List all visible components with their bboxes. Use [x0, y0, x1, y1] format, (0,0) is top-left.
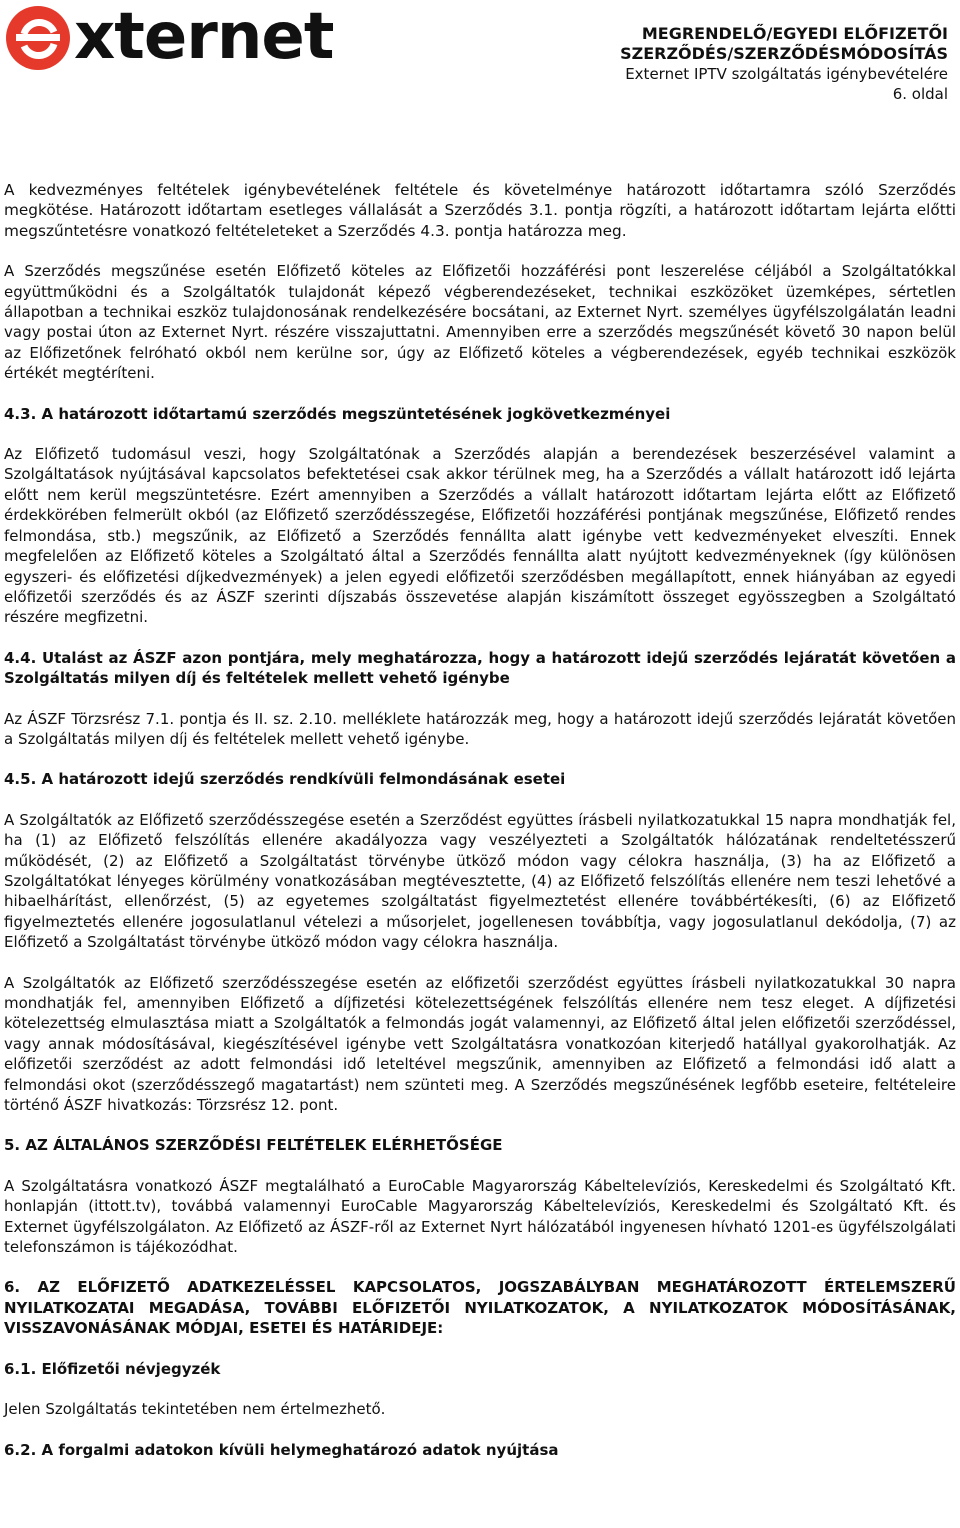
heading-4-5: 4.5. A határozott idejű szerződés rendkívüli felmondásának esetei — [4, 770, 566, 789]
paragraph-4-3: Az Előfizető tudomásul veszi, hogy Szolgáltatónak a Szerződés alapján a berendezések beszerzésével valamint a Szolgáltatások nyújtásával kapcsolatos befektetései csak akkor térülnek meg, ha a Szerződés a vállalt határozott idő lejárta előtt nem kerül megszüntetésre. Ezért amennyiben a Szerződés a vállalt határozott időtartam lejárta előtt az Előfizető érdekkörében felmerült okból (az Előfizető szerződésszegése, Előfizetői hozzáférési pontjának megszűnése, Előfizető rendes felmondása, stb.) megszűnik, az Előfizető a Szerződés fennállta alatt igénybe vett kedvezményeket elveszíti. Ennek megfelelően az Előfizető köteles a Szolgáltató által a Szerződés fennállta alatt nyújtott kedvezményeknek (így különösen egyszeri- és előfizetési díjkedvezmények) a jelen egyedi előfizetői szerződésben megállapított, ennek hiányában az egyedi előfizetői szerződés és az ÁSZF szerinti díjszabás összevetése alapján kiszámított összeget egyösszegben a Szolgáltató részére megfizetni. — [4, 445, 956, 627]
title-line-1: MEGRENDELŐ/EGYEDI ELŐFIZETŐI — [641, 24, 948, 43]
svg-text:xternet: xternet — [74, 2, 334, 72]
paragraph-preferential-terms: A kedvezményes feltételek igénybevételének feltétele és követelménye határozott időtartamra szóló Szerződés megkötése. Határozott időtartam esetleges vállalását a Szerződés 3.1. pontja rögzíti, a határozott időtartam lejárta előtti megszűntetésre vonatkozó feltételeteket a Szerződés 4.3. pontja határozza meg. — [4, 181, 956, 240]
heading-4-3: 4.3. A határozott időtartamú szerződés megszüntetésének jogkövetkezményei — [4, 404, 671, 423]
heading-6-1: 6.1. Előfizetői névjegyzék — [4, 1359, 221, 1378]
title-line-2: SZERZŐDÉS/SZERZŐDÉSMÓDOSÍTÁS — [620, 44, 948, 63]
document-title-block — [620, 24, 948, 104]
subtitle: Externet IPTV szolgáltatás igénybevételére — [625, 65, 948, 83]
document-body — [4, 180, 956, 1460]
heading-4-4: 4.4. Utalást az ÁSZF azon pontjára, mely meghatározza, hogy a határozott idejű szerződés lejáratát követően a Szolgáltatás milyen díj és feltételek mellett vehető igénybe — [4, 648, 956, 688]
externet-logo — [4, 2, 364, 72]
heading-6: 6. AZ ELŐFIZETŐ ADATKEZELÉSSEL KAPCSOLATOS, JOGSZABÁLYBAN MEGHATÁROZOTT ÉRTELEMSZERŰ NYILATKOZATAI MEGADÁSA, TOVÁBBI ELŐFIZETŐI NYILATKOZATOK, A NYILATKOZATOK MÓDOSÍTÁSÁNAK, VISSZAVONÁSÁNAK MÓDJAI, ESETEI ÉS HATÁRIDEJE: — [4, 1278, 956, 1338]
page-number: 6. oldal — [892, 85, 948, 103]
paragraph-equipment-return: A Szerződés megszűnése esetén Előfizető köteles az Előfizetői hozzáférési pont leszerelése céljából a Szolgáltatókkal együttműködni és a Szolgáltatók tulajdonát képező végberendezéseket, technikai eszközöket üzemképes, sértetlen állapotban a technikai eszköz tulajdonosának rendelkezésére bocsátani, az Externet Nyrt. személyes ügyfélszolgálatán leadni vagy postai úton az Externet Nyrt. részére visszajuttatni. Amennyiben erre a szerződés megszűnését követő 30 napon belül az Előfizetőnek felróható okból nem kerülne sor, úgy az Előfizető köteles a végberendezések, egyéb technikai eszközök értékét megtéríteni. — [4, 262, 956, 383]
page-header — [0, 0, 960, 120]
paragraph-6-1: Jelen Szolgáltatás tekintetében nem értelmezhető. — [4, 1400, 386, 1419]
paragraph-4-5-a: A Szolgáltatók az Előfizető szerződésszegése esetén a Szerződést együttes írásbeli nyilatkozatukkal 15 napra mondhatják fel, ha (1) az Előfizető felszólítás ellenére akadályozza vagy veszélyezteti a Szolgáltatók hálózatának rendeltetésszerű működését, (2) az Előfizető a Szolgáltatást törvénybe ütköző módon vagy célokra használja, (3) ha az Előfizető a Szolgáltatókat lényeges körülmény vonatkozásában megtévesztette, (4) az Előfizető felszólítás ellenére nem teszi lehetővé a hibaelhárítást, ellenőrzést, (5) az egyetemes szolgáltatást figyelmeztetést ellenére továbbértékesíti, (6) az Előfizető figyelmeztetés ellenére jogosulatlanul vételezi a műsorjelet, jogellenesen továbbítja, vagy jogosulatlanul dekódolja, (7) az Előfizető a Szolgáltatást törvénybe ütköző módon vagy célokra használja. — [4, 810, 956, 952]
paragraph-4-5-b: A Szolgáltatók az Előfizető szerződésszegése esetén az előfizetői szerződést együttes írásbeli nyilatkozatukkal 30 napra mondhatják fel, amennyiben Előfizető a díjfizetési kötelezettségének felszólítás ellenére nem tesz eleget. A díjfizetési kötelezettség elmulasztása miatt a Szolgáltatók a felmondás jogát valamennyi, az Előfizető által jelen előfizetői szerződéssel, vagy annak módosításával, kiegészítésével igénybe vett Szolgáltatásra vonatkozóan kiterjedő hatállyal gyakorolhatják. Az előfizetői szerződést az adott felmondási idő leteltével megszűnik, amennyiben az Előfizető a felmondási idő alatt a felmondási okot (szerződésszegő magatartást) nem szünteti meg. A Szerződés megszűnésének legfőbb eseteire, feltételeire történő ÁSZF hivatkozás: Törzsrész 12. pont. — [4, 973, 956, 1115]
paragraph-4-4: Az ÁSZF Törzsrész 7.1. pontja és II. sz. 2.10. melléklete határozzák meg, hogy a határozott idejű szerződés lejáratát követően a Szolgáltatás milyen díj és feltételek mellett vehető igénybe. — [4, 709, 956, 748]
heading-5: 5. AZ ÁLTALÁNOS SZERZŐDÉSI FELTÉTELEK ELÉRHETŐSÉGE — [4, 1136, 503, 1155]
paragraph-5: A Szolgáltatásra vonatkozó ÁSZF megtalálható a EuroCable Magyarország Kábeltelevíziós, Kereskedelmi és Szolgáltató Kft. honlapján (ittott.tv), továbbá valamennyi EuroCable Magyarország Kábeltelevíziós, Kereskedelmi és Szolgáltató Kft. és Externet ügyfélszolgálaton. Az Előfizető az ÁSZF-ről az Externet Nyrt hálózatából ingyenesen hívható 1201-es ügyfélszolgálati telefonszámon is tájékozódhat. — [4, 1176, 956, 1257]
heading-6-2: 6.2. A forgalmi adatokon kívüli helymeghatározó adatok nyújtása — [4, 1440, 559, 1459]
